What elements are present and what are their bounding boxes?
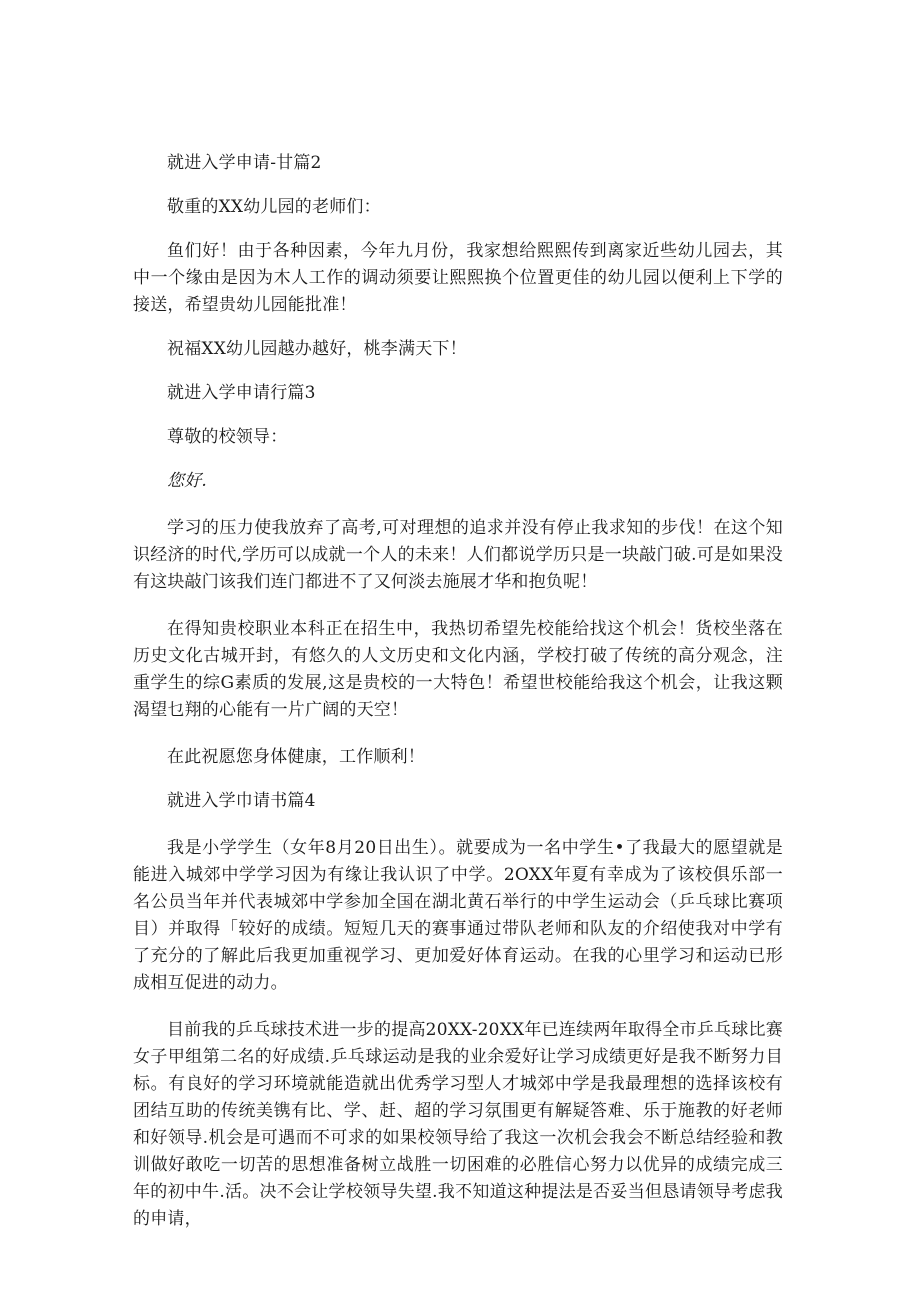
section-4-body-1: 我是小学学生（女年8月20日出生）。就要成为一名中学生•了我最大的愿望就是能进入城郊中学学习因为有缘让我认识了中学。2OXX年夏有幸成为了该校俱乐部一名公员当年并代表城郊中学参加全国在湖北黄石举行的中学生运动会（乒乓球比赛项目）并取得「较好的成绩。短短几天的赛事通过带队老师和队友的介绍使我对中学有了充分的了解此后我更加重视学习、更加爱好体育运动。在我的心里学习和运动已形成相互促进的动力。 bbox=[133, 838, 783, 993]
section-3-closing: 在此祝愿您身体健康，工作顺利！ bbox=[167, 747, 425, 767]
section-4-heading: 就进入学巾请书篇4 bbox=[167, 791, 316, 811]
document-page bbox=[133, 150, 783, 1233]
section-2-heading: 就进入学申请-甘篇2 bbox=[167, 153, 322, 173]
section-3-body-2: 在得知贵校职业本科正在招生中，我热切希望先校能给找这个机会！货校坐落在历史文化古城开封，有悠久的人文历史和文化内涵，学校打破了传统的高分观念，注重学生的综G素质的发展,这是贵校的一大特色！希望世校能给我这个机会，让我这颗渴望乜翔的心能有一片广阔的天空！ bbox=[133, 619, 783, 720]
section-3-greeting: 您好. bbox=[167, 471, 208, 491]
section-3-salutation: 尊敬的校领导： bbox=[167, 427, 288, 447]
section-3-heading: 就进入学申请行篇3 bbox=[167, 383, 316, 403]
section-3-body-1: 学习的压力使我放弃了高考,可对理想的追求并没有停止我求知的步伐！在这个知识经济的时代,学历可以成就一个人的未来！人们都说学历只是一块敲门破.可是如果没有这块敲门该我们连门都进不了又何淡去施展才华和抱负呢！ bbox=[133, 518, 783, 592]
section-2-body: 鱼们好！由于各种因素，今年九月份，我家想给熙熙传到离家近些幼儿园去，其中一个缘由是因为木人工作的调动须要让熙熙换个位置更佳的幼儿园以便利上下学的接送，希望贵幼儿园能批准！ bbox=[133, 241, 783, 315]
section-2-salutation: 敬重的XX幼儿园的老师们： bbox=[167, 197, 381, 217]
section-2-closing: 祝福XX幼儿园越办越好，桃李满天下！ bbox=[167, 339, 467, 359]
section-4-body-2: 目前我的乒乓球技术进一步的提高20XX-20XX年已连续两年取得全市乒乓球比赛女子甲组第二名的好成绩.乒乓球运动是我的业余爱好让学习成绩更好是我不断努力目标。有良好的学习环境就能造就出优秀学习型人才城郊中学是我最理想的选择该校有团结互助的传统美镌有比、学、赶、超的学习氛围更有解疑答难、乐于施教的好老师和好领导.机会是可遇而不可求的如果校领导给了我这一次机会我会不断总结经验和教训做好敢吃一切苦的思想准备树立战胜一切困难的必胜信心努力以优异的成绩完成三年的初中牛.活。决不会让学校领导失望.我不知道这种提法是否妥当但恳请领导考虑我的申请， bbox=[133, 1020, 783, 1229]
